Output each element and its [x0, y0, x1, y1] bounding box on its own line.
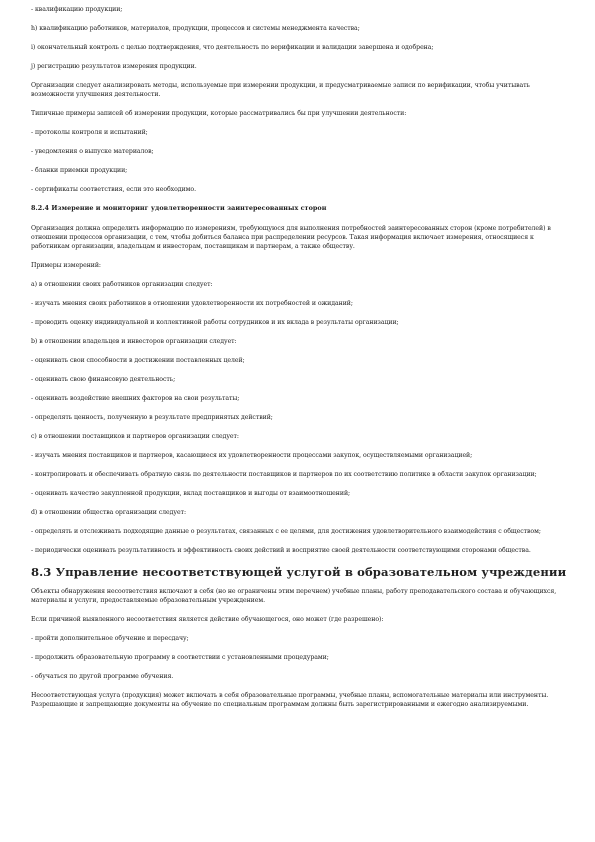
list-item: - изучать мнения своих работников в отношении удовлетворенности их потребностей и ожиданий; [31, 300, 353, 307]
list-item: - изучать мнения поставщиков и партнеров, касающиеся их удовлетворенности процессами закупок, осуществляемыми организацией; [31, 452, 473, 459]
list-item: - протоколы контроля и испытаний; [31, 129, 148, 136]
list-item: - квалификацию продукции; [31, 6, 123, 13]
paragraph: Если причиной выявленного несоответствия является действие обучающегося, оно может (где разрешено): [31, 616, 384, 623]
list-item: d) в отношении общества организации следует: [31, 509, 187, 516]
list-item: h) квалификацию работников, материалов, продукции, процессов и системы менеджмента качества; [31, 25, 360, 32]
list-item: j) регистрацию результатов измерения продукции. [31, 63, 197, 70]
list-item: - определять ценность, полученную в результате предпринятых действий; [31, 414, 273, 421]
paragraph: Организация должна определить информацию по измерениям, требующуюся для выполнения потребностей заинтересованных сторон (кроме потребителей) в отношении процессов организации, с тем, чтобы добиться баланса при распределении ресурсов. Такая информация включает измерения, относящиеся к работникам организации, владельцам и инвесторам, поставщикам и партнерам, а также обществу. [31, 225, 551, 250]
list-item: - периодически оценивать результативность и эффективность своих действий и восприятие своей деятельности соответствующими сторонами общества. [31, 547, 531, 554]
list-item: - определять и отслеживать подходящие данные о результатах, связанных с ее целями, для достижения удовлетворительного взаимодействия с обществом; [31, 528, 541, 535]
list-item: - уведомления о выпуске материалов; [31, 148, 154, 155]
list-item: - пройти дополнительное обучение и пересдачу; [31, 635, 189, 642]
list-item: - оценивать воздействие внешних факторов на свои результаты; [31, 395, 240, 402]
list-item: - оценивать качество закупленной продукции, вклад поставщиков и выгоды от взаимоотношений; [31, 490, 351, 497]
list-item: - бланки приемки продукции; [31, 167, 128, 174]
list-item: a) в отношении своих работников организации следует: [31, 281, 213, 288]
list-item: b) в отношении владельцев и инвесторов организации следует: [31, 338, 237, 345]
list-item: - контролировать и обеспечивать обратную связь по деятельности поставщиков и партнеров по их соответствию политике в области закупок организации; [31, 471, 537, 478]
list-item: - обучаться по другой программе обучения. [31, 673, 174, 680]
paragraph: Примеры измерений: [31, 262, 101, 269]
paragraph: Объекты обнаружения несоответствия включают в себя (но не ограничены этим перечнем) учебные планы, работу преподавательского состава и обучающихся, материалы и услуги, предоставляемые образовательным учреждением. [31, 588, 557, 604]
section-subheading: 8.2.4 Измерение и мониторинг удовлетворенности заинтересованных сторон [31, 204, 327, 212]
section-heading: 8.3 Управление несоответствующей услугой в образовательном учреждении [31, 565, 567, 579]
list-item: - оценивать свои способности в достижении поставленных целей; [31, 357, 245, 364]
list-item: i) окончательный контроль с целью подтверждения, что деятельность по верификации и валидации завершена и одобрена; [31, 44, 434, 51]
list-item: - сертификаты соответствия, если это необходимо. [31, 186, 196, 193]
paragraph: Организации следует анализировать методы, используемые при измерении продукции, и предусматриваемые записи по верификации, чтобы учитывать возможности улучшения деятельности. [31, 82, 530, 98]
list-item: - оценивать свою финансовую деятельность; [31, 376, 176, 383]
list-item: c) в отношении поставщиков и партнеров организации следует: [31, 433, 239, 440]
paragraph: Типичные примеры записей об измерении продукции, которые рассматривались бы при улучшении деятельности: [31, 110, 407, 117]
paragraph: Несоответствующая услуга (продукция) может включать в себя образовательные программы, учебные планы, вспомогательные материалы или инструменты. Разрешающие и запрещающие документы на обучение по специальным программам должны быть зарегистрированными и ежегодно анализируемыми. [31, 692, 549, 708]
list-item: - проводить оценку индивидуальной и коллективной работы сотрудников и их вклада в результаты организации; [31, 319, 399, 326]
list-item: - продолжить образовательную программу в соответствии с установленными процедурами; [31, 654, 329, 661]
